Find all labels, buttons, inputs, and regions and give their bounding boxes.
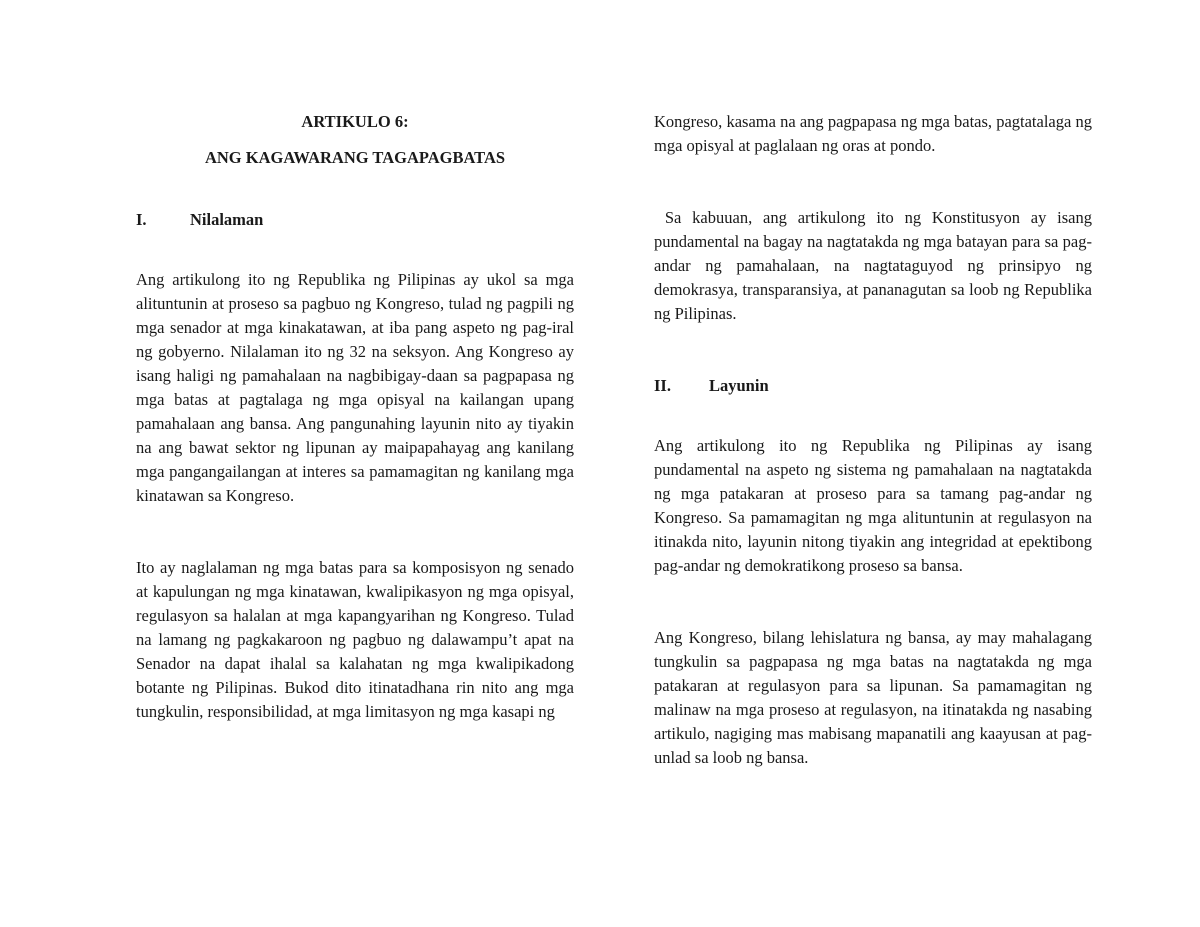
- right-column: [654, 108, 1097, 770]
- section-heading-layunin: [654, 374, 1092, 398]
- paragraph: Ang artikulong ito ng Republika ng Pilipinas ay isang pundamental na aspeto ng sistema ng pamahalaan na nagtatakda ng mga patakaran at proseso para sa tamang pag-andar ng Kongreso. Sa pamamagitan ng mga alituntunin at regulasyon na itinakda nito, layunin nitong tiyakin ang integridad at epektibong pag-andar ng demokratikong proseso sa bansa.: [654, 436, 1092, 575]
- section-title: Layunin: [709, 376, 769, 395]
- paragraph: Ito ay naglalaman ng mga batas para sa komposisyon ng senado at kapulungan ng mga kinatawan, kwalipikasyon ng mga opisyal, regulasyon sa halalan at mga kapangyarihan ng Kongreso. Tulad na lamang ng pagkakaroon ng pagbuo ng dalawampu’t apat na Senador na dapat ihalal sa kalahatan ng mga kwalipikadong botante ng Pilipinas. Bukod dito itinatadhana rin nito ang mga tungkulin, responsibilidad, at mga limitasyon ng mga kasapi ng: [136, 558, 574, 721]
- section-number: II.: [654, 376, 671, 395]
- left-column: [136, 108, 574, 724]
- paragraph: Ang artikulong ito ng Republika ng Pilipinas ay ukol sa mga alituntunin at proseso sa pagbuo ng Kongreso, tulad ng pagpili ng mga senador at mga kinakatawan, at iba pang aspeto ng pag-iral ng gobyerno. Nilalaman ito ng 32 na seksyon. Ang Kongreso ay isang haligi ng pamahalaan na nagbibigay-daan sa pagpapasa ng mga batas at pagtalaga ng mga opisyal na kailangan upang pamahalaan ang bansa. Ang pangunahing layunin nito ay tiyakin na ang bawat sektor ng lipunan ay maipapahayag ang kanilang mga pangangailangan at interes sa pamamagitan ng kanilang mga kinatawan sa Kongreso.: [136, 270, 574, 505]
- section-heading-nilalaman: [136, 208, 574, 232]
- paragraph: Sa kabuuan, ang artikulong ito ng Konstitusyon ay isang pundamental na bagay na nagtatakda ng mga batayan para sa pag-andar ng pamahalaan, na nagtataguyod ng prinsipyo ng demokrasya, transparansiya, at pananagutan sa loob ng Republika ng Pilipinas.: [654, 208, 1097, 323]
- section-number: I.: [136, 210, 147, 229]
- section-title: Nilalaman: [190, 210, 264, 229]
- article-subtitle: ANG KAGAWARANG TAGAPAGBATAS: [204, 148, 506, 167]
- paragraph: Kongreso, kasama na ang pagpapasa ng mga batas, pagtatalaga ng mga opisyal at paglalaan ng oras at pondo.: [654, 112, 1092, 155]
- article-title: ARTIKULO 6:: [301, 112, 409, 131]
- paragraph: Ang Kongreso, bilang lehislatura ng bansa, ay may mahalagang tungkulin sa pagpapasa ng mga batas na nagtatakda ng mga patakaran at regulasyon para sa lipunan. Sa pamamagitan ng malinaw na mga proseso at regulasyon, na itinatakda ng nasabing artikulo, nagiging mas mabisang mapanatili ang kaayusan at pag-unlad sa loob ng bansa.: [654, 628, 1092, 767]
